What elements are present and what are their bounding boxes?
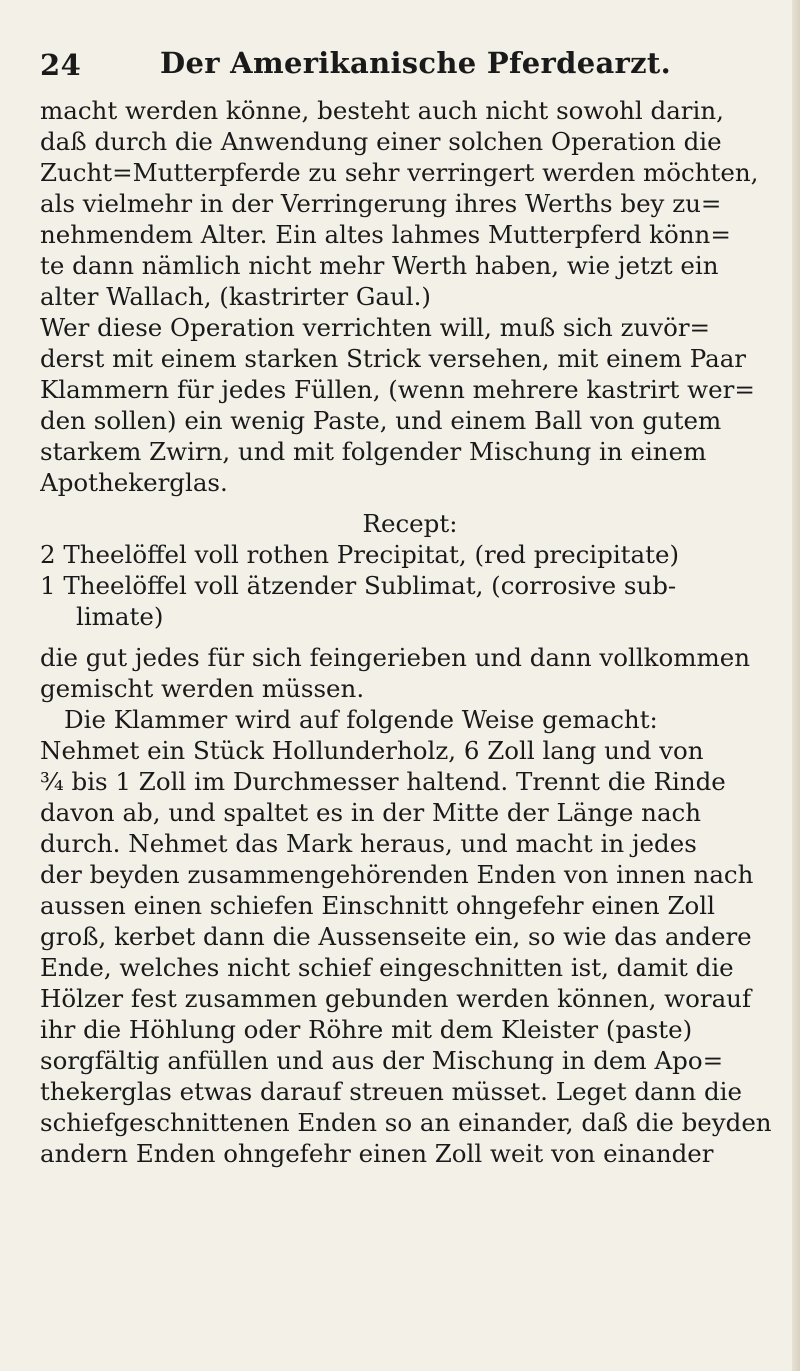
text-line: ¾ bis 1 Zoll im Durchmesser haltend. Trennt die Rinde [40, 767, 726, 796]
text-line: schiefgeschnittenen Enden so an einander, daß die beyden [40, 1108, 772, 1137]
recipe-line: 1 Theelöffel voll ätzender Sublimat, (corrosive sub- [40, 571, 677, 600]
text-line: thekerglas etwas darauf streuen müsset. Leget dann die [40, 1077, 742, 1106]
text-line: daß durch die Anwendung einer solchen Operation die [40, 127, 722, 156]
text-line: Die Klammer wird auf folgende Weise gemacht: [64, 705, 658, 734]
text-line: der beyden zusammengehörenden Enden von innen nach [40, 860, 754, 889]
recipe-line: 2 Theelöffel voll rothen Precipitat, (red precipitate) [40, 540, 680, 569]
text-line: derst mit einem starken Strick versehen, mit einem Paar [40, 344, 747, 373]
paragraph [40, 95, 780, 312]
text-line: durch. Nehmet das Mark heraus, und macht in jedes [40, 829, 697, 858]
text-line: gemischt werden müssen. [40, 674, 365, 703]
text-line: aussen einen schiefen Einschnitt ohngefehr einen Zoll [40, 891, 715, 920]
page-edge-shadow [792, 0, 800, 1371]
text-line: andern Enden ohngefehr einen Zoll weit von einander [40, 1139, 714, 1168]
text-line: Nehmet ein Stück Hollunderholz, 6 Zoll lang und von [40, 736, 704, 765]
recipe-heading: Recept: [362, 509, 458, 538]
text-line: davon ab, und spaltet es in der Mitte der Länge nach [40, 798, 702, 827]
recipe-list [40, 539, 780, 632]
page-body [40, 95, 780, 1169]
text-line: starkem Zwirn, und mit folgender Mischung in einem [40, 437, 707, 466]
page-number: 24 [40, 48, 82, 82]
running-title: Der Amerikanische Pferdearzt. [160, 46, 671, 80]
paragraph [40, 312, 780, 498]
paragraph [40, 704, 780, 1169]
recipe-line: limate) [76, 602, 164, 631]
text-line: Apothekerglas. [40, 468, 228, 497]
text-line: Ende, welches nicht schief eingeschnitten ist, damit die [40, 953, 734, 982]
text-line: te dann nämlich nicht mehr Werth haben, wie jetzt ein [40, 251, 719, 280]
text-line: groß, kerbet dann die Aussenseite ein, so wie das andere [40, 922, 752, 951]
text-line: als vielmehr in der Verringerung ihres Werths bey zu= [40, 189, 722, 218]
text-line: alter Wallach, (kastrirter Gaul.) [40, 282, 431, 311]
text-line: macht werden könne, besteht auch nicht sowohl darin, [40, 96, 724, 125]
text-line: Hölzer fest zusammen gebunden werden können, worauf [40, 984, 752, 1013]
text-line: Wer diese Operation verrichten will, muß sich zuvör= [40, 313, 711, 342]
paragraph [40, 642, 780, 704]
text-line: Zucht=Mutterpferde zu sehr verringert werden möchten, [40, 158, 759, 187]
text-line: den sollen) ein wenig Paste, und einem Ball von gutem [40, 406, 722, 435]
text-line: nehmendem Alter. Ein altes lahmes Mutterpferd könn= [40, 220, 731, 249]
page-header [40, 46, 780, 86]
text-line: ihr die Höhlung oder Röhre mit dem Kleister (paste) [40, 1015, 693, 1044]
text-line: sorgfältig anfüllen und aus der Mischung in dem Apo= [40, 1046, 724, 1075]
text-line: die gut jedes für sich feingerieben und dann vollkommen [40, 643, 751, 672]
text-line: Klammern für jedes Füllen, (wenn mehrere kastrirt wer= [40, 375, 755, 404]
